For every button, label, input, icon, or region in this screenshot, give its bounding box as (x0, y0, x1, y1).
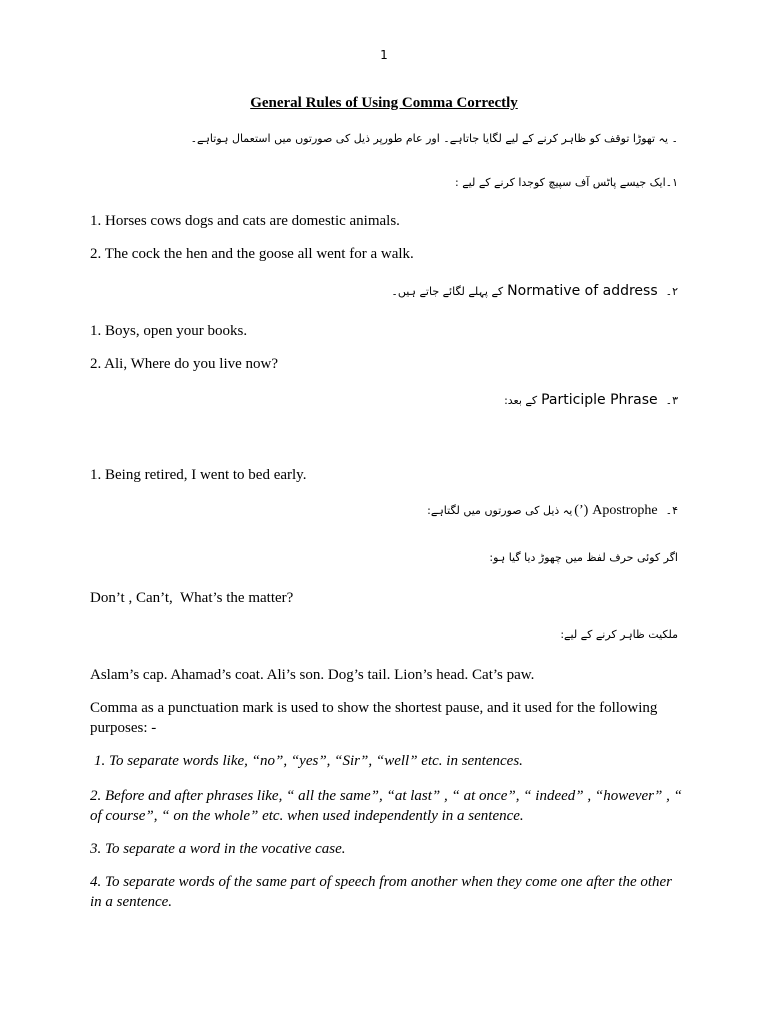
purpose-item-4: 4. To separate words of the same part of speech from another when they come one after the other in a sentence. (90, 874, 676, 910)
rule2-example-1: 1. Boys, open your books. (90, 323, 248, 339)
rule3-heading-urdu: کے بعد: (504, 394, 538, 407)
rule3-heading (88, 390, 678, 411)
rule4-case-b-example: Aslam’s cap. Ahamad’s coat. Ali’s son. Dog’s tail. Lion’s head. Cat’s paw. (90, 667, 535, 683)
summary-paragraph: Comma as a punctuation mark is used to show the shortest pause, and it used for the following purposes: - (90, 700, 662, 736)
rule2-term: Normative of address (507, 283, 658, 299)
purpose-item-3: 3. To separate a word in the vocative case. (90, 841, 346, 857)
rule4-case-a-urdu: اگر کوئی حرف لفظ میں چھوڑ دیا گیا ہو: (489, 551, 678, 564)
rule4-case-b-urdu: ملکیت ظاہر کرنے کے لیے: (560, 628, 678, 641)
purpose-item-2: 2. Before and after phrases like, “ all the same”, “at last” , “ at once”, “ indeed” , “however” , “ of course”, “ on the whole” etc. when used independently in a sentence. (90, 788, 686, 824)
rule2-number: ۲۔ (665, 285, 678, 298)
rule1-example-1: 1. Horses cows dogs and cats are domestic animals. (90, 213, 400, 229)
rule1-example-2: 2. The cock the hen and the goose all went for a walk. (90, 246, 414, 262)
rule3-number: ۳۔ (665, 394, 678, 407)
rule3-term: Participle Phrase (541, 392, 658, 408)
rule2-heading-urdu: کے پہلے لگائے جاتے ہیں۔ (391, 285, 504, 298)
rule4-case-a-example: Don’t , Can’t, What’s the matter? (90, 590, 294, 606)
page-title: General Rules of Using Comma Correctly (250, 95, 518, 111)
rule4-heading-urdu: یہ ذیل کی صورتوں میں لگتاہے: (427, 504, 573, 517)
rule1-heading: ۱۔ایک جیسے پاٹس آف سپیچ کوجدا کرنے کے لیے : (455, 176, 678, 189)
apostrophe-mark: (’) (574, 503, 589, 518)
rule2-example-2: 2. Ali, Where do you live now? (90, 356, 279, 372)
rule4-term: Apostrophe (592, 503, 658, 518)
rule4-number: ۴۔ (665, 504, 678, 517)
intro-urdu: ۔ یہ تھوڑا توقف کو ظاہر کرنے کے لیے لگایا جاتاہے۔ اور عام طورپر ذیل کی صورتوں میں استعمال ہوتاہے۔ (190, 132, 678, 145)
rule2-heading (88, 281, 678, 302)
page-number: 1 (380, 48, 388, 62)
rule3-example-1: 1. Being retired, I went to bed early. (90, 467, 307, 483)
purpose-item-1: 1. To separate words like, “no”, “yes”, “Sir”, “well” etc. in sentences. (94, 753, 523, 769)
rule4-heading (88, 501, 678, 521)
